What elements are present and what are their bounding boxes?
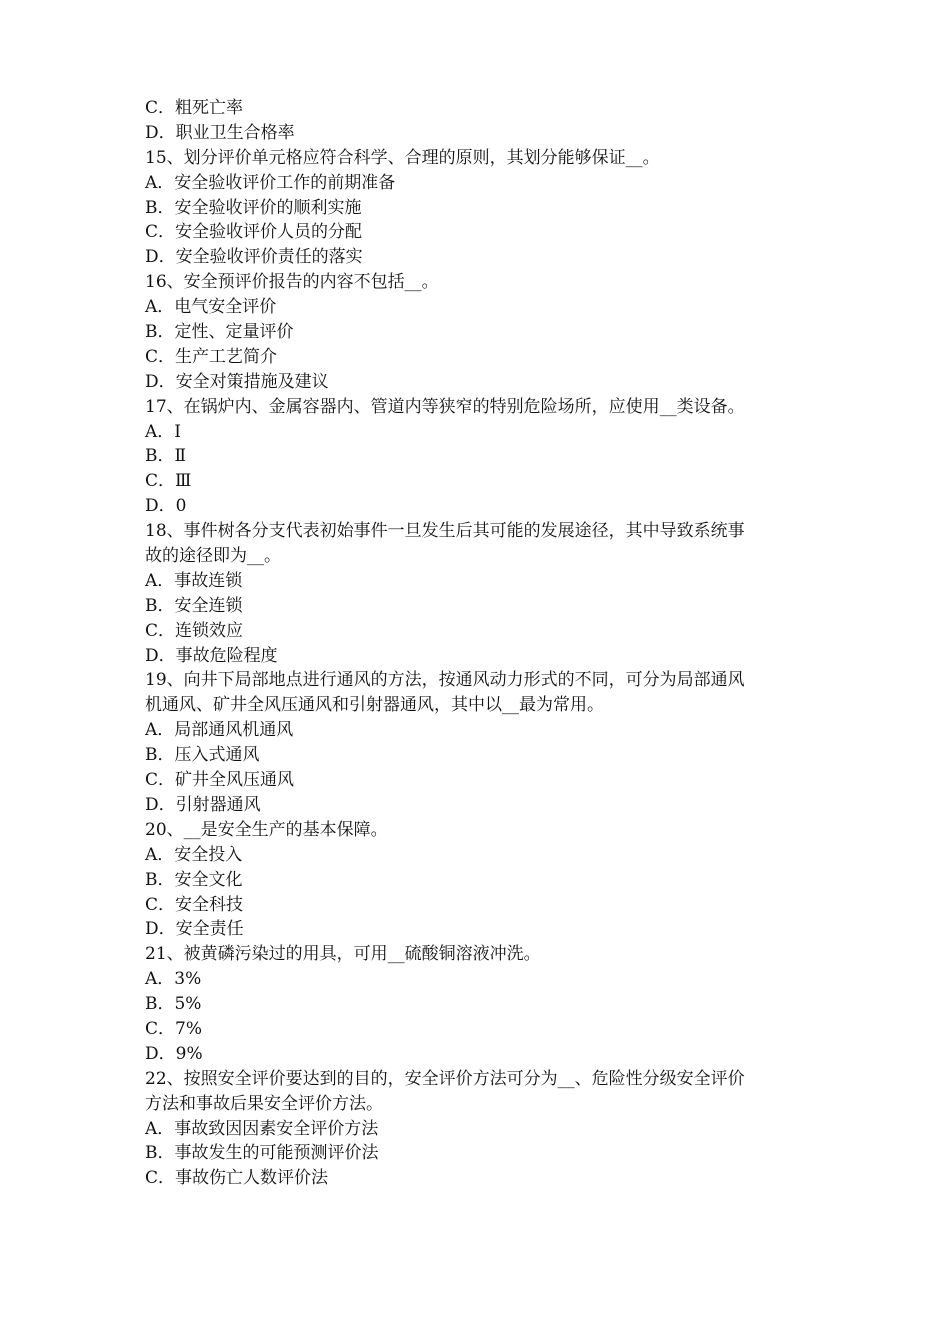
option-line: D．9% <box>145 1043 203 1064</box>
option-line: A．安全验收评价工作的前期准备 <box>145 172 396 193</box>
option-line: C．7% <box>145 1018 202 1039</box>
question-22-cont: 方法和事故后果安全评价方法。 <box>145 1093 383 1114</box>
question-18: 18、事件树各分支代表初始事件一旦发生后其可能的发展途径，其中导致系统事 <box>145 521 745 542</box>
option-line: A．安全投入 <box>145 844 243 865</box>
option-line: A．3% <box>145 969 202 990</box>
option-line: D．安全责任 <box>145 919 244 940</box>
question-17: 17、在锅炉内、金属容器内、管道内等狭窄的特别危险场所，应使用__类设备。 <box>145 396 745 417</box>
option-line: C．矿井全风压通风 <box>145 770 295 791</box>
document-body <box>145 96 815 1191</box>
question-18-cont: 故的途径即为__。 <box>145 546 281 567</box>
option-line: D．职业卫生合格率 <box>145 122 295 143</box>
option-line: B．安全验收评价的顺利实施 <box>145 197 362 218</box>
option-line: B．压入式通风 <box>145 745 260 766</box>
question-16: 16、安全预评价报告的内容不包括__。 <box>145 272 439 293</box>
option-line: B．定性、定量评价 <box>145 322 294 343</box>
option-line: C．连锁效应 <box>145 620 244 641</box>
option-line: B．Ⅱ <box>145 446 187 467</box>
option-line: B．5% <box>145 994 202 1015</box>
option-line: C．粗死亡率 <box>145 98 244 118</box>
option-line: D．安全对策措施及建议 <box>145 371 329 392</box>
question-19: 19、向井下局部地点进行通风的方法，按通风动力形式的不同，可分为局部通风 <box>145 670 745 691</box>
question-19-cont: 机通风、矿井全风压通风和引射器通风，其中以__最为常用。 <box>145 695 604 716</box>
option-line: D．引射器通风 <box>145 794 261 815</box>
option-line: B．安全连锁 <box>145 595 243 616</box>
option-line: A．局部通风机通风 <box>145 720 294 741</box>
question-15: 15、划分评价单元格应符合科学、合理的原则，其划分能够保证__。 <box>145 147 660 168</box>
option-line: C．安全验收评价人员的分配 <box>145 222 363 243</box>
option-line: B．事故发生的可能预测评价法 <box>145 1143 379 1164</box>
option-line: C．生产工艺简介 <box>145 346 278 367</box>
option-line: A．电气安全评价 <box>145 297 277 318</box>
option-line: D．事故危险程度 <box>145 645 278 666</box>
option-line: C．事故伤亡人数评价法 <box>145 1168 329 1189</box>
option-line: C．安全科技 <box>145 894 244 915</box>
question-22: 22、按照安全评价要达到的目的，安全评价方法可分为__、危险性分级安全评价 <box>145 1068 745 1089</box>
question-20: 20、__是安全生产的基本保障。 <box>145 819 388 840</box>
option-line: A．Ⅰ <box>145 421 181 442</box>
question-21: 21、被黄磷污染过的用具，可用__硫酸铜溶液冲洗。 <box>145 944 541 965</box>
option-line: A．事故致因因素安全评价方法 <box>145 1118 379 1139</box>
option-line: B．安全文化 <box>145 869 243 890</box>
option-line: D．安全验收评价责任的落实 <box>145 247 363 268</box>
option-line: D．0 <box>145 496 187 517</box>
option-line: A．事故连锁 <box>145 570 243 591</box>
option-line: C．Ⅲ <box>145 471 192 492</box>
